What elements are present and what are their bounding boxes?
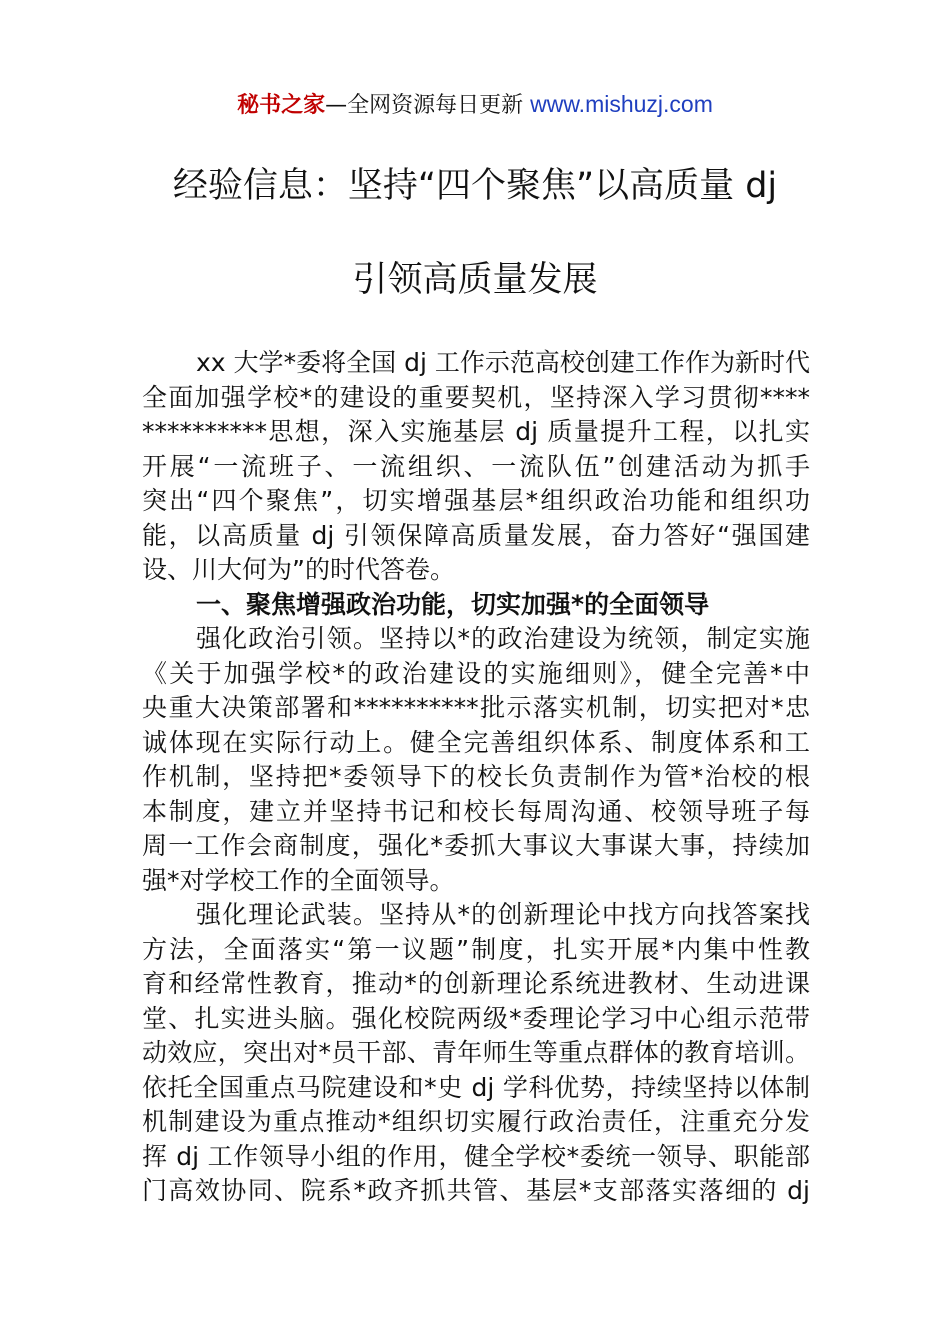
body-line: 强化政治引领。坚持以*的政治建设为统领，制定实施 [196, 624, 810, 653]
body-line: 《关于加强学校*的政治建设的实施细则》，健全完善*中 [142, 658, 810, 688]
body-line: 机制建设为重点推动*组织切实履行政治责任，注重充分发 [142, 1107, 810, 1136]
brand-name: 秘书之家 [237, 93, 326, 118]
body-line: 开展“一流班子、一流组织、一流队伍”创建活动为抓手 [142, 451, 810, 481]
site-header [0, 88, 950, 122]
body-line: 强*对学校工作的全面领导。 [142, 865, 455, 895]
body-line: 突出“四个聚焦”，切实增强基层*组织政治功能和组织功 [142, 486, 810, 515]
body-line: 动效应，突出对*员干部、青年师生等重点群体的教育培训。 [142, 1038, 810, 1067]
body-line: 作机制，坚持把*委领导下的校长负责制作为管*治校的根 [142, 762, 810, 791]
body-line: 门高效协同、院系*政齐抓共管、基层*支部落实落细的 dj [142, 1176, 810, 1205]
body-line: 依托全国重点马院建设和*史 dj 学科优势，持续坚持以体制 [142, 1072, 810, 1102]
body-line: 能，以高质量 dj 引领保障高质量发展，奋力答好“强国建 [142, 520, 810, 550]
document-title-line-2: 引领高质量发展 [352, 260, 598, 300]
body-line: 央重大决策部署和**********批示落实机制，切实把对*忠 [142, 693, 810, 722]
site-url-link[interactable]: www.mishuzj.com [530, 91, 713, 117]
body-line: 强化理论武装。坚持从*的创新理论中找方向找答案找 [196, 900, 810, 929]
header-dash: — [325, 93, 348, 118]
body-line: 堂、扎实进头脑。强化校院两级*委理论学习中心组示范带 [142, 1003, 810, 1033]
body-line: 本制度，建立并坚持书记和校长每周沟通、校领导班子每 [142, 796, 810, 826]
header-tagline: 全网资源每日更新 [347, 93, 524, 118]
body-line: xx 大学*委将全国 dj 工作示范高校创建工作作为新时代 [196, 348, 810, 377]
body-line: 挥 dj 工作领导小组的作用，健全学校*委统一领导、职能部 [142, 1141, 810, 1171]
document-body [142, 346, 810, 1209]
body-line: 育和经常性教育，推动*的创新理论系统进教材、生动进课 [142, 969, 810, 998]
body-line: 周一工作会商制度，强化*委抓大事议大事谋大事，持续加 [142, 831, 810, 860]
body-line: 全面加强学校*的建设的重要契机，坚持深入学习贯彻**** [142, 382, 810, 412]
body-line: 方法，全面落实“第一议题”制度，扎实开展*内集中性教 [142, 934, 810, 964]
section-heading: 一、聚焦增强政治功能，切实加强*的全面领导 [196, 589, 710, 619]
body-line: 设、川大何为”的时代答卷。 [142, 555, 455, 584]
body-line: **********思想，深入实施基层 dj 质量提升工程，以扎实 [142, 417, 810, 446]
document-title-line-1: 经验信息：坚持“四个聚焦”以高质量 dj [172, 166, 778, 206]
body-line: 诚体现在实际行动上。健全完善组织体系、制度体系和工 [142, 727, 810, 757]
